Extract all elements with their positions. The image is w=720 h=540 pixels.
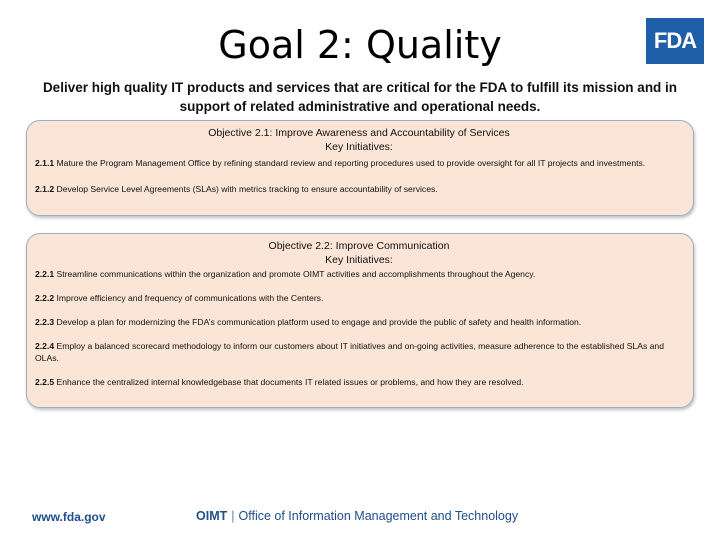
- footer-website-link[interactable]: www.fda.gov: [32, 510, 106, 524]
- objective-panel-2-2: [26, 233, 694, 408]
- footer-acronym: OIMT: [196, 509, 228, 523]
- fda-logo: FDA: [646, 18, 704, 64]
- initiative-text: Improve efficiency and frequency of communications with the Centers.: [56, 293, 324, 303]
- initiative-text: Streamline communications within the organization and promote OIMT activities and accomplishments throughout the Agency.: [56, 269, 536, 279]
- objective-heading: Objective 2.2: Improve Communication: [268, 240, 450, 252]
- page-title: Goal 2: Quality: [218, 23, 502, 67]
- initiative-number: 2.1.2: [35, 184, 55, 194]
- initiative-number: 2.2.1: [35, 269, 55, 279]
- initiative-item: [35, 376, 683, 388]
- initiative-number: 2.2.2: [35, 293, 55, 303]
- initiative-number: 2.2.3: [35, 317, 55, 327]
- initiative-text: Develop a plan for modernizing the FDA’s communication platform used to engage and provide the public of safety and health information.: [56, 317, 582, 327]
- initiative-number: 2.2.5: [35, 377, 55, 387]
- initiative-item: [35, 183, 683, 195]
- footer-separator: |: [231, 509, 235, 523]
- initiative-item: [35, 268, 683, 280]
- initiative-item: [35, 292, 683, 304]
- key-initiatives-label: Key Initiatives:: [325, 141, 393, 153]
- initiative-item: [35, 340, 683, 364]
- initiative-item: [35, 316, 683, 328]
- objective-heading: Objective 2.1: Improve Awareness and Accountability of Services: [208, 127, 510, 139]
- key-initiatives-label: Key Initiatives:: [325, 254, 393, 266]
- objective-panel-2-1: [26, 120, 694, 216]
- initiative-text: Enhance the centralized internal knowledgebase that documents IT related issues or problems, and how they are resolved.: [56, 377, 524, 387]
- footer-organization: [196, 509, 518, 523]
- initiative-text: Develop Service Level Agreements (SLAs) with metrics tracking to ensure accountability of services.: [56, 184, 438, 194]
- initiative-text: Employ a balanced scorecard methodology to inform our customers about IT initiatives and on-going activities, measure adherence to the established SLAs and OLAs.: [35, 341, 664, 363]
- initiative-number: 2.1.1: [35, 158, 55, 168]
- initiative-item: [35, 157, 683, 169]
- goal-description: Deliver high quality IT products and services that are critical for the FDA to fulfill its mission and in support of related administrative and operational needs.: [42, 80, 678, 114]
- initiative-number: 2.2.4: [35, 341, 55, 351]
- footer-org-name: Office of Information Management and Technology: [238, 509, 519, 523]
- initiative-text: Mature the Program Management Office by refining standard review and reporting procedures used to provide oversight for all IT projects and investments.: [56, 158, 646, 168]
